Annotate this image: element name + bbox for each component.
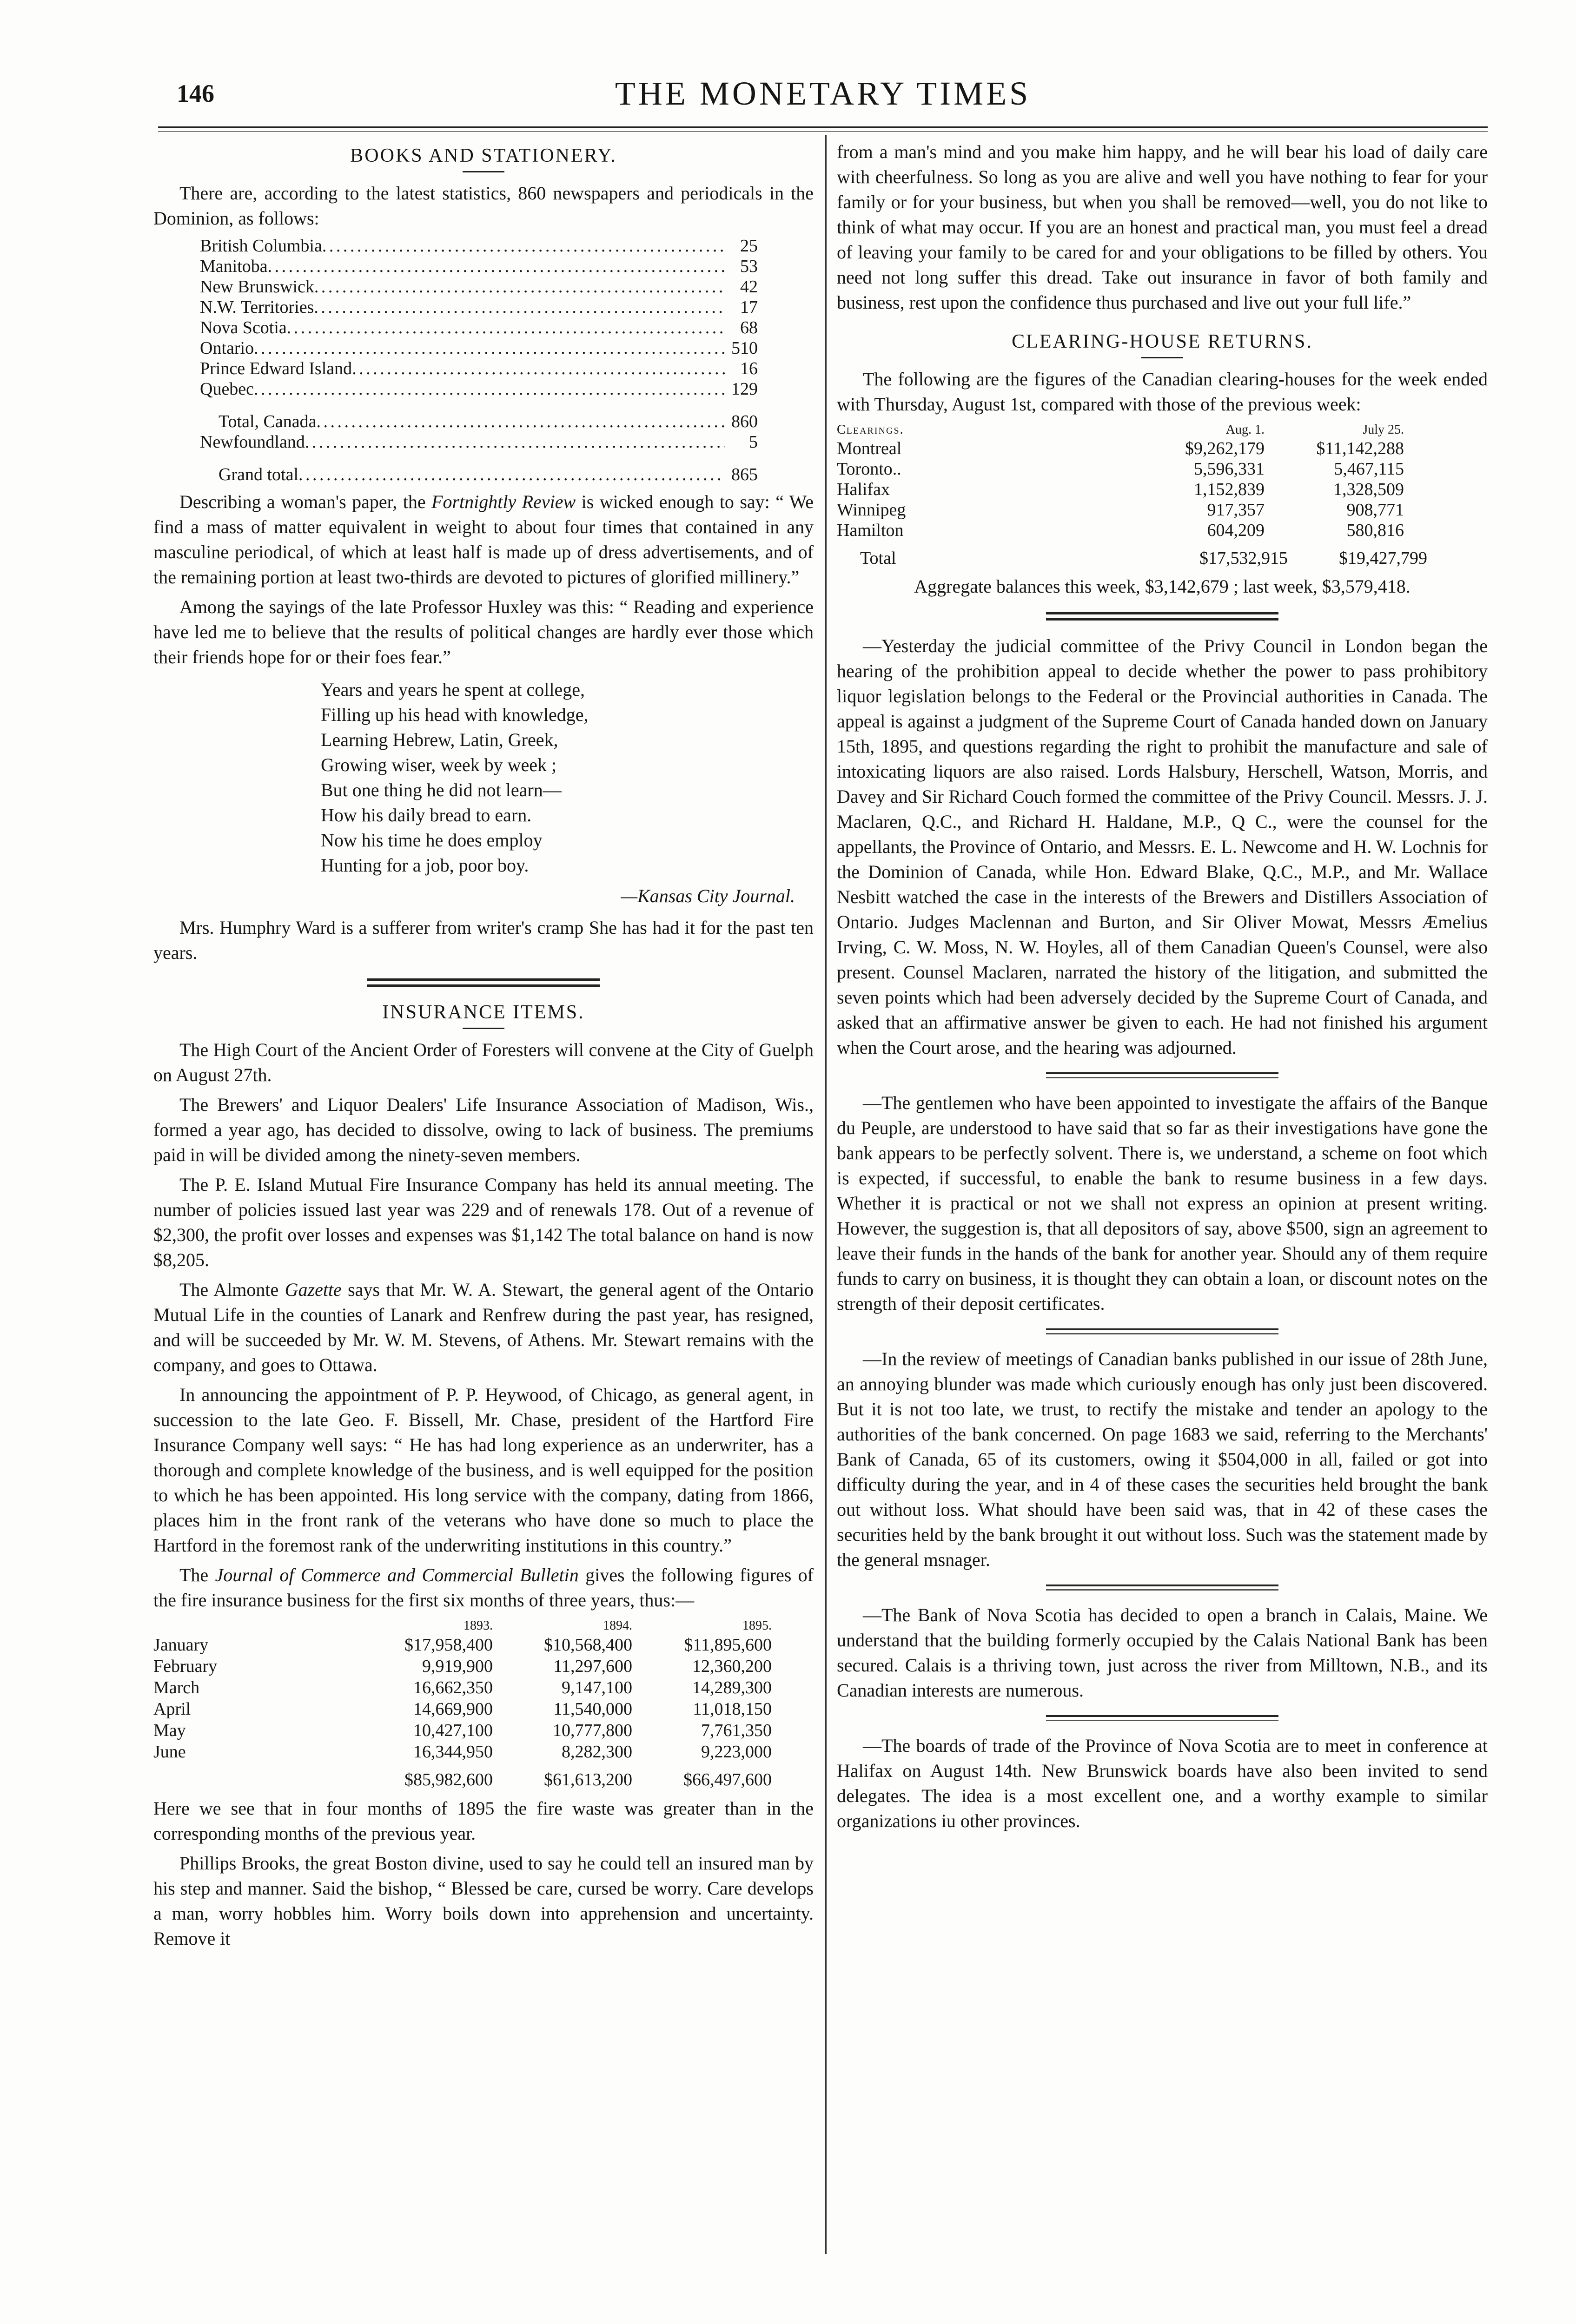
books-intro: There are, according to the latest statistics, 860 newspapers and periodicals in the Dominion, as follows:	[153, 183, 814, 229]
poem-line: Filling up his head with knowledge,	[321, 704, 589, 725]
table-row: March 16,662,350 9,147,100 14,289,300	[153, 1678, 772, 1697]
province-row: Prince Edward Island . . . 16	[200, 358, 758, 379]
table-row: May 10,427,100 10,777,800 7,761,350	[153, 1721, 772, 1740]
header-rule-thin	[158, 131, 1488, 132]
poem-line: Years and years he spent at college,	[321, 679, 585, 700]
poem-line: Now his time he does employ	[321, 830, 543, 851]
gazette-title: Gazette	[285, 1279, 342, 1300]
column-divider	[825, 135, 827, 2254]
clearings-total-row: Total $17,532,915 $19,427,799	[860, 548, 1427, 568]
table-row: February 9,919,900 11,297,600 12,360,200	[153, 1657, 772, 1676]
insurance-section	[153, 1000, 814, 1951]
privy-council-paragraph: —Yesterday the judicial committee of the Privy Council in London began the hearing of the prohibition appeal to decide whether the power to pass prohibitory liquor legislation belongs to the Federal or the Provincial authorities in Canada. The appeal is against a judgment of the Supreme Court of Canada handed down on January 15th, 1895, and questions regarding the right to prohibit the manufacture and sale of intoxicating liquors are also raised. Lords Halsbury, Herschell, Watson, Morris, and Davey and Sir Richard Couch formed the committee of the Privy Council. Messrs. J. J. Maclaren, Q.C., and Richard H. Haldane, M.P., Q C., were the counsel for the appellants, the Province of Ontario, and Messrs. E. L. Newcome and H. W. Lochnis for the Dominion of Canada, while Hon. Edward Blake, Q.C., M.P., and Mr. Wallace Nesbitt watched the case in the interests of the Brewers and Distillers Association of Ontario. Judges Maclennan and Burton, and Sir Oliver Mowat, Messrs Æmelius Irving, C. W. Moss, N. W. Hoyles, all of them Canadian Queen's Counsel, were also present. Counsel Maclaren, narrated the history of the litigation, and submitted the seven points which had been adversely decided by the Supreme Court of Canada, and asked that an affirmative answer be given to each. He had not finished his argument when the Court arose, and the hearing was adjourned.	[837, 635, 1488, 1058]
masthead-title: THE MONETARY TIMES	[615, 75, 1031, 112]
title-rule	[463, 171, 504, 172]
section-title-insurance: INSURANCE ITEMS.	[382, 1002, 585, 1023]
item-separator	[1046, 1328, 1278, 1334]
section-separator	[367, 978, 600, 987]
grand-total-row: Grand total . . . 865	[200, 464, 758, 485]
table-row: Hamilton 604,209 580,816	[837, 521, 1404, 540]
province-row: Ontario . . . 510	[200, 338, 758, 358]
table-row: Toronto.. 5,596,331 5,467,115	[837, 459, 1404, 479]
section-title-clearing: CLEARING-HOUSE RETURNS.	[1012, 331, 1313, 352]
clearing-house-section	[837, 329, 1488, 599]
poem-attribution: —Kansas City Journal.	[621, 885, 795, 906]
boards-of-trade-paragraph: —The boards of trade of the Province of Nova Scotia are to meet in conference at Halifax on August 14th. New Brunswick boards have also been invited to send delegates. The idea is a most excellent one, and a worthy example to similar organizations iu other provinces.	[837, 1735, 1488, 1831]
section-separator	[1046, 612, 1278, 621]
poem	[321, 677, 814, 878]
brooks-paragraph: Phillips Brooks, the great Boston divine, used to say he could tell an insured man by his step and manner. Said the bishop, “ Blessed be care, cursed be worry. Care develops a man, worry hobbles him. Worry boils down into apprehension and uncertainty. Remove it	[153, 1853, 814, 1949]
table-row: Winnipeg 917,357 908,771	[837, 500, 1404, 520]
poem-line: But one thing he did not learn—	[321, 779, 562, 800]
fire-figures-table	[153, 1618, 814, 1790]
fortnightly-title: Fortnightly Review	[431, 491, 576, 512]
section-title-books: BOOKS AND STATIONERY.	[350, 145, 617, 166]
header-rule	[158, 126, 1488, 128]
journal-paragraph: The Journal of Commerce and Commercial Bulletin gives the following figures of the fire insurance business for the first six months of three years, thus:—	[153, 1565, 814, 1611]
fire-table-total: $85,982,600 $61,613,200 $66,497,600	[404, 1770, 772, 1789]
right-column	[837, 139, 1488, 1838]
table-row: April 14,669,900 11,540,000 11,018,150	[153, 1699, 772, 1719]
aggregate-balances: Aggregate balances this week, $3,142,679 ; last week, $3,579,418.	[914, 576, 1410, 597]
newspaper-count-list	[200, 236, 758, 485]
province-row: British Columbia . . . 25	[200, 236, 758, 256]
ward-paragraph: Mrs. Humphry Ward is a sufferer from writer's cramp She has had it for the past ten years.	[153, 917, 814, 963]
journal-title: Journal of Commerce and Commercial Bulletin	[215, 1565, 579, 1585]
province-row: New Brunswick . . . 42	[200, 277, 758, 297]
poem-line: Learning Hebrew, Latin, Greek,	[321, 729, 558, 750]
item-separator	[1046, 1715, 1278, 1721]
almonte-paragraph: The Almonte Gazette says that Mr. W. A. Stewart, the general agent of the Ontario Mutual Life in the counties of Lanark and Renfrew during the past year, has resigned, and will be succeeded by Mr. W. M. Stevens, of Athens. Mr. Stewart remains with the company, and goes to Ottawa.	[153, 1279, 814, 1375]
page-number: 146	[177, 79, 214, 107]
pei-paragraph: The P. E. Island Mutual Fire Insurance Company has held its annual meeting. The number of policies issued last year was 229 and of renewals 178. Out of a revenue of $2,300, the profit over losses and expenses was $1,142 The total balance on hand is now $8,205.	[153, 1174, 814, 1270]
total-canada-row: Total, Canada . . . 860	[200, 411, 758, 432]
books-section	[153, 143, 814, 965]
fire-table-header: 1893. 1894. 1895.	[464, 1618, 772, 1633]
left-column	[153, 139, 814, 1956]
huxley-paragraph: Among the sayings of the late Professor Huxley was this: “ Reading and experience have led me to believe that the results of political changes are hardly ever those which their friends hope for or their foes fear.”	[153, 596, 814, 667]
clearings-header: Clearings. Aug. 1. July 25.	[837, 423, 1404, 437]
continued-paragraph: from a man's mind and you make him happy, and he will bear his load of daily care with cheerfulness. So long as you are alive and well you have nothing to fear for your family or for your business, but when you shall be removed—well, you do not like to think of what may occur. If you are an honest and practical man, you must feel a dread of leaving your family to be cared for and your obligations to be filled by others. You need not long suffer this dread. Take out insurance in favor of both family and business, rest upon the confidence thus purchased and live out your full life.”	[837, 141, 1488, 313]
title-rule	[463, 1028, 504, 1029]
four-months-paragraph: Here we see that in four months of 1895 the fire waste was greater than in the corresponding months of the previous year.	[153, 1798, 814, 1844]
newfoundland-row: Newfoundland . . . 5	[200, 432, 758, 452]
province-row: N.W. Territories . . . 17	[200, 297, 758, 317]
clearing-intro: The following are the figures of the Canadian clearing-houses for the week ended with Thursday, August 1st, compared with those of the previous week:	[837, 369, 1488, 415]
bank-review-paragraph: —In the review of meetings of Canadian banks published in our issue of 28th June, an annoying blunder was made which curiously enough has only just been discovered. But it is not too late, we trust, to rectify the mistake and tender an apology to the authorities of the bank concerned. On page 1683 we said, referring to the Merchants' Bank of Canada, 65 of its customers, owing it $504,000 in all, failed or got into difficulty during the year, and in 4 of these cases the securities held brought the bank out without loss. What should have been said was, that in 42 of these cases the securities held by the bank brought it out without loss. Such was the statement made by the general msnager.	[837, 1348, 1488, 1570]
poem-line: How his daily bread to earn.	[321, 805, 532, 825]
table-row: Montreal $9,262,179 $11,142,288	[837, 439, 1404, 458]
title-rule	[1141, 357, 1183, 358]
poem-line: Hunting for a job, poor boy.	[321, 855, 529, 876]
banque-du-peuple-paragraph: —The gentlemen who have been appointed to investigate the affairs of the Banque du Peuple, are understood to have said that so far as their investigations have gone the bank appears to be perfectly solvent. There is, we understand, a scheme on foot which is expected, if successful, to enable the bank to resume business in a few days. Whether it is practical or not we shall not express an opinion at present writing. However, the suggestion is, that all depositors of say, above $500, sign an agreement to leave their funds in the hands of the bank for another year. Should any of them require funds to carry on business, it is thought they can obtain a loan, or discount notes on the strength of their deposit certificates.	[837, 1092, 1488, 1314]
table-row: January $17,958,400 $10,568,400 $11,895,600	[153, 1635, 772, 1655]
foresters-paragraph: The High Court of the Ancient Order of Foresters will convene at the City of Guelph on August 27th.	[153, 1039, 814, 1085]
fortnightly-paragraph: Describing a woman's paper, the Fortnightly Review is wicked enough to say: “ We find a mass of matter equivalent in weight to about four times that contained in any masculine periodical, of which at least half is made up of dress advertisements, and of the remaining portion at least two-thirds are devoted to pictures of glorified millinery.”	[153, 491, 814, 588]
clearings-table	[837, 422, 1488, 568]
table-row: Halifax 1,152,839 1,328,509	[837, 480, 1404, 499]
item-separator	[1046, 1585, 1278, 1591]
poem-line: Growing wiser, week by week ;	[321, 754, 557, 775]
province-row: Manitoba . . . 53	[200, 256, 758, 277]
province-row: Quebec . . . 129	[200, 379, 758, 399]
province-row: Nova Scotia . . . 68	[200, 317, 758, 338]
brewers-paragraph: The Brewers' and Liquor Dealers' Life Insurance Association of Madison, Wis., formed a year ago, has decided to dissolve, owing to lack of business. The premiums paid in will be divided among the ninety-seven members.	[153, 1094, 814, 1165]
item-separator	[1046, 1072, 1278, 1078]
table-row: June 16,344,950 8,282,300 9,223,000	[153, 1742, 772, 1762]
heywood-paragraph: In announcing the appointment of P. P. Heywood, of Chicago, as general agent, in succession to the late Geo. F. Bissell, Mr. Chase, president of the Hartford Fire Insurance Company well says: “ He has had long experience as an underwriter, has a thorough and complete knowledge of the business, and is well equipped for the position to which he has been appointed. His long service with the company, dating from 1866, places him in the front rank of the veterans who have done so much to place the Hartford in the foremost rank of the underwriting institutions in this country.”	[153, 1384, 814, 1556]
bank-of-nova-scotia-paragraph: —The Bank of Nova Scotia has decided to open a branch in Calais, Maine. We understand that the building formerly occupied by the Calais National Bank has been secured. Calais is a thriving town, just across the river from Milltown, N.B., and its Canadian interests are numerous.	[837, 1604, 1488, 1701]
page-header	[158, 74, 1488, 125]
